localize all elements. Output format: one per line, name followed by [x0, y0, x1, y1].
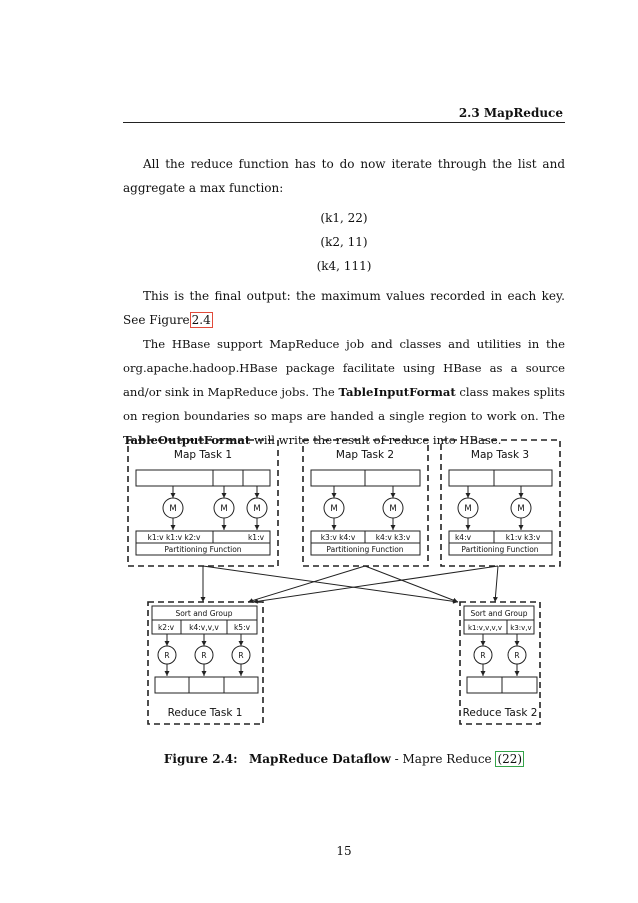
key-value-pairs: k4:v [454, 533, 472, 542]
class-name-tableoutputformat: TableOutputFormat [123, 433, 251, 447]
mapper-label: M [464, 504, 472, 514]
paragraph-text: The HBase support MapReduce job and classes and utilities in the org.apache.hadoop.HBase package facilitate using HBase as a source and/or sink in MapReduce jobs. The [123, 337, 565, 399]
key-value-pairs: k1:v k1:v k2:v [147, 533, 201, 542]
key-value-pairs: k1:v k3:v [505, 533, 541, 542]
mapreduce-dataflow-diagram [123, 434, 565, 734]
sort-and-group-label: Sort and Group [470, 609, 528, 618]
map-task-1-input-bar [136, 470, 270, 486]
map-task-title: Map Task 1 [173, 449, 233, 461]
mapreduce-dataflow-figure [123, 434, 565, 734]
partitioning-function-label: Partitioning Function [461, 545, 539, 554]
key-value-pairs: k1:v [247, 533, 265, 542]
equation-line: (k4, 111) [316, 259, 372, 273]
figure-link[interactable]: 2.4 [191, 313, 211, 327]
class-name-tableinputformat: TableInputFormat [338, 385, 456, 399]
equation-line: (k1, 22) [320, 211, 368, 225]
paragraph-text: class makes splits on region boundaries so maps are handed a single region to work on. The [123, 385, 565, 423]
grouped-values: k1:v,v,v,v [467, 624, 503, 632]
reduce-task-title: Reduce Task 2 [462, 707, 538, 719]
grouped-values: k5:v [233, 623, 251, 632]
grouped-values: k3:v,v [510, 624, 532, 632]
partitioning-function-label: Partitioning Function [326, 545, 404, 554]
reduce-task-title: Reduce Task 1 [167, 707, 243, 719]
mapper-label: M [169, 504, 177, 514]
header-rule [123, 122, 565, 123]
mapper-label: M [253, 504, 261, 514]
mapper-label: M [389, 504, 397, 514]
figure-title: MapReduce Dataflow [248, 752, 391, 766]
reducer-label: R [201, 651, 207, 660]
equation-line: (k2, 11) [320, 235, 368, 249]
grouped-values: k2:v [157, 623, 175, 632]
reducer-label: R [238, 651, 244, 660]
paragraph-text: will write the result of reduce into HBase. [250, 433, 502, 447]
reducer-label: R [480, 651, 486, 660]
mapper-label: M [220, 504, 228, 514]
key-value-pairs: k4:v k3:v [375, 533, 411, 542]
figure-caption-text: - Mapre Reduce [390, 752, 496, 766]
map-task-title: Map Task 2 [335, 449, 395, 461]
output-equations [123, 206, 565, 278]
mapper-label: M [517, 504, 525, 514]
citation-link[interactable]: (22) [497, 752, 523, 766]
running-header: 2.3 MapReduce [458, 106, 563, 120]
sort-and-group-label: Sort and Group [175, 609, 233, 618]
map-task-title: Map Task 3 [470, 449, 530, 461]
figure-label: Figure 2.4: [163, 752, 238, 766]
partitioning-function-label: Partitioning Function [164, 545, 242, 554]
map-task-3-input-bar [449, 470, 552, 486]
page-number: 15 [336, 844, 352, 858]
grouped-values: k4:v,v,v [189, 623, 219, 632]
key-value-pairs: k3:v k4:v [320, 533, 356, 542]
reduce-task-1-output-bar [155, 677, 258, 693]
paragraph-reduce-function: All the reduce function has to do now iterate through the list and aggregate a max function: [123, 157, 565, 195]
figure-caption [123, 752, 565, 766]
reducer-label: R [164, 651, 170, 660]
paragraph-text: This is the final output: the maximum values recorded in each key. See Figure [123, 289, 565, 327]
mapper-label: M [330, 504, 338, 514]
reducer-label: R [514, 651, 520, 660]
paragraph-final-output [123, 284, 565, 332]
